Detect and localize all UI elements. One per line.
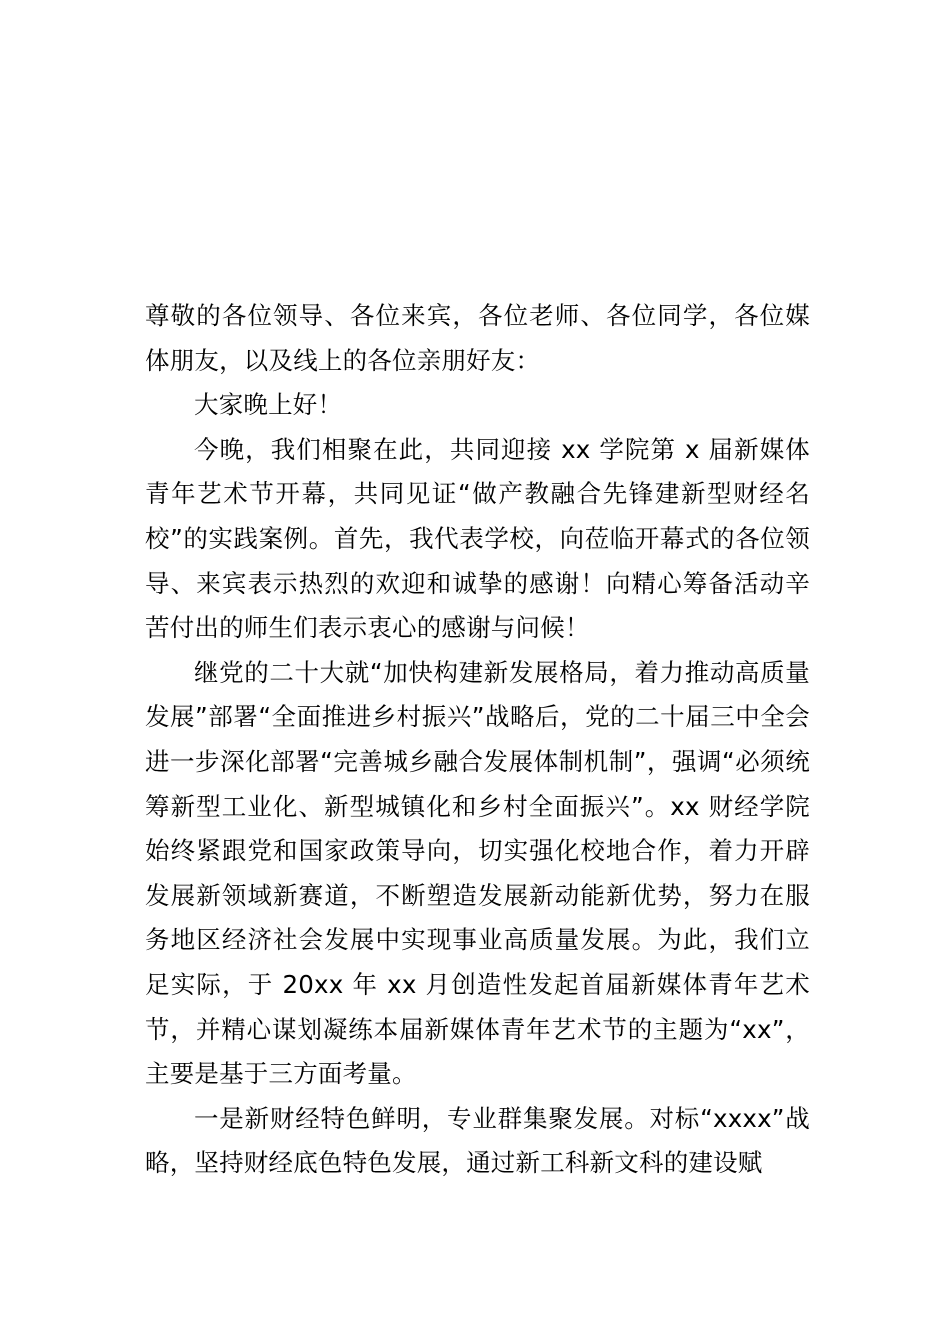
greeting-paragraph: 大家晚上好！ xyxy=(194,390,343,420)
policy-paragraph: 继党的二十大就“加快构建新发展格局，着力推动高质量发展”部署“全面推进乡村振兴”战略后，党的二十届三中全会进一步深化部署“完善城乡融合发展体制机制”，强调“必须统筹新型工业化、新型城镇化和乡村全面振兴”。xx 财经学院始终紧跟党和国家政策导向，切实强化校地合作，着力开辟发展新领域新赛道，不断塑造发展新动能新优势，努力在服务地区经济社会发展中实现事业高质量发展。为此，我们立足实际，于 20xx 年 xx 月创造性发起首届新媒体青年艺术节，并精心谋划凝练本届新媒体青年艺术节的主题为“xx”，主要是基于三方面考量。 xyxy=(145,657,810,1089)
first-point-paragraph: 一是新财经特色鲜明，专业群集聚发展。对标“xxxx”战略，坚持财经底色特色发展，通过新工科新文科的建设赋 xyxy=(145,1103,810,1178)
document-body xyxy=(145,294,810,1186)
salutation-paragraph: 尊敬的各位领导、各位来宾，各位老师、各位同学，各位媒体朋友，以及线上的各位亲朋好友： xyxy=(145,301,810,375)
opening-paragraph: 今晚，我们相聚在此，共同迎接 xx 学院第 x 届新媒体青年艺术节开幕，共同见证“做产教融合先锋建新型财经名校”的实践案例。首先，我代表学校，向莅临开幕式的各位领导、来宾表示热烈的欢迎和诚挚的感谢！向精心筹备活动辛苦付出的师生们表示衷心的感谢与问候！ xyxy=(145,434,810,643)
